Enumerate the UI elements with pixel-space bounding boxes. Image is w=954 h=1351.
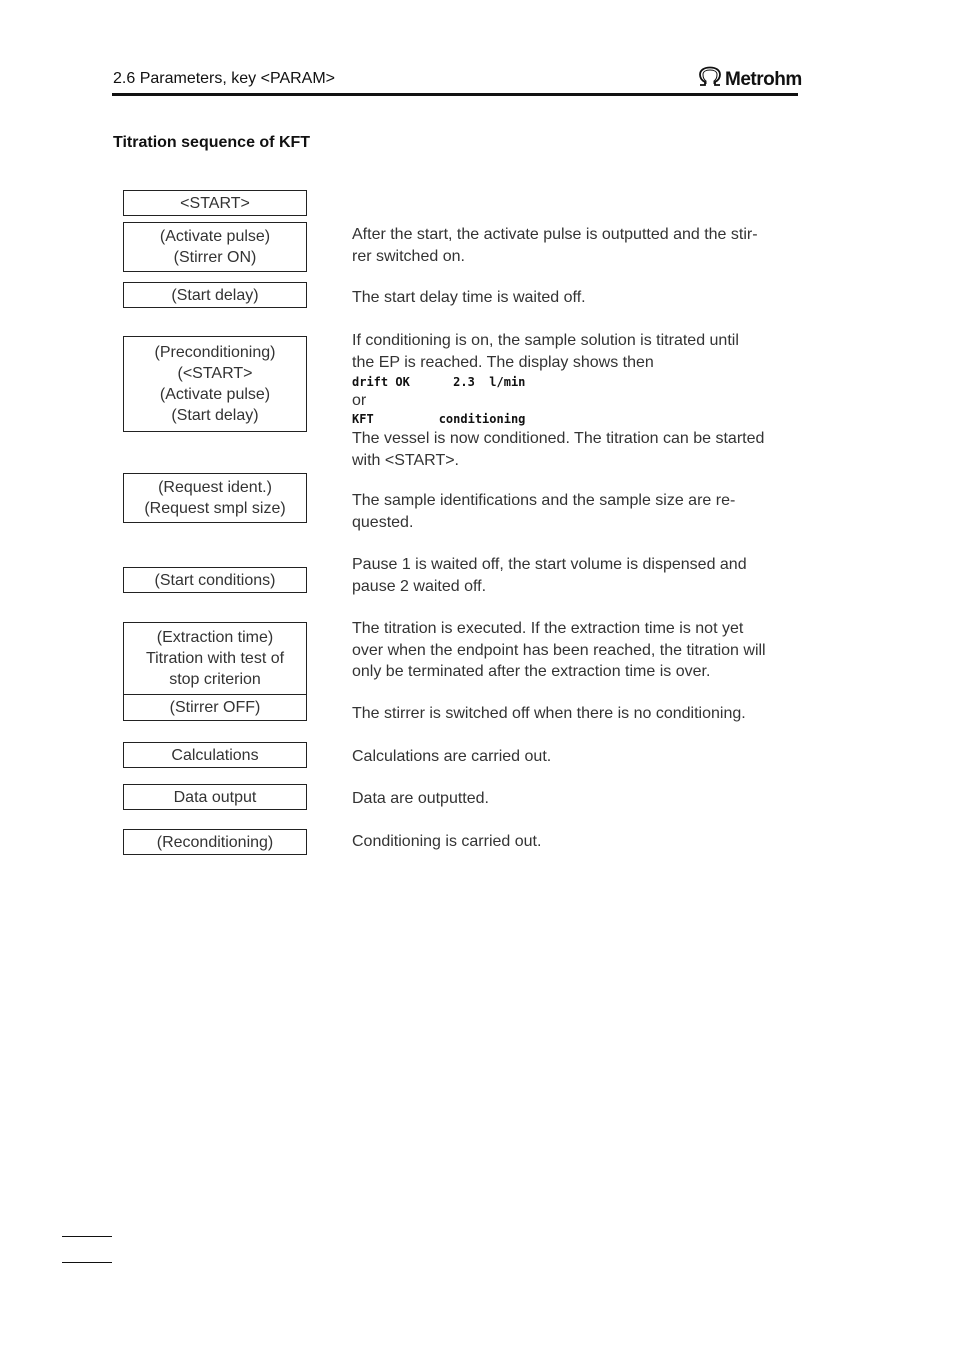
desc-line: rer switched on.	[352, 247, 465, 265]
desc-line: The vessel is now conditioned. The titration can be started	[352, 430, 765, 447]
desc-line: Data are outputted.	[352, 790, 489, 807]
desc-line: Calculations are carried out.	[352, 748, 552, 765]
desc-calculations	[352, 746, 802, 768]
step-line: (<START>	[177, 365, 253, 382]
step-line: (Reconditioning)	[156, 833, 274, 851]
desc-line: quested.	[352, 513, 414, 531]
desc-line: the EP is reached. The display shows then	[352, 353, 654, 371]
display-readout-conditioning: KFT conditioning	[352, 412, 526, 426]
desc-data-output	[352, 788, 802, 810]
step-preconditioning-box	[123, 336, 307, 432]
step-line: Data output	[173, 788, 257, 806]
step-start-conditions-box	[123, 567, 307, 593]
desc-line: If conditioning is on, the sample solution is titrated until	[352, 332, 739, 349]
desc-reconditioning	[352, 831, 802, 853]
step-line: (Start conditions)	[154, 571, 276, 589]
step-line: (Stirrer ON)	[173, 249, 257, 266]
desc-line: The stirrer is switched off when there is no conditioning.	[352, 705, 746, 722]
step-line: (Activate pulse)	[159, 386, 271, 403]
desc-line: The titration is executed. If the extraction time is not yet	[352, 620, 744, 637]
step-calculations-box	[123, 742, 307, 768]
desc-line: Conditioning is carried out.	[352, 833, 542, 850]
step-data-output-box	[123, 784, 307, 810]
step-start-box	[123, 190, 307, 216]
desc-start-conditions	[352, 554, 802, 597]
step-line: (Request ident.)	[158, 479, 272, 496]
step-line: <START>	[180, 194, 250, 212]
step-reconditioning-box	[123, 829, 307, 855]
desc-stirrer-off	[352, 703, 802, 725]
desc-line: After the start, the activate pulse is outputted and the stir-	[352, 226, 758, 243]
brand-logo	[697, 66, 802, 93]
step-start-delay-box	[123, 282, 307, 308]
desc-start-delay	[352, 287, 802, 309]
desc-extraction	[352, 618, 802, 683]
step-line: (Extraction time)	[156, 629, 274, 646]
step-line: Calculations	[171, 746, 259, 764]
desc-request	[352, 490, 802, 533]
step-activate-box	[123, 222, 307, 272]
step-line: Titration with test of	[145, 650, 285, 667]
step-stirrer-off-box	[123, 694, 307, 721]
step-line: stop criterion	[169, 671, 261, 688]
desc-line: The start delay time is waited off.	[352, 289, 586, 306]
desc-line: with <START>.	[352, 451, 459, 469]
omega-icon	[697, 66, 723, 93]
step-line: (Activate pulse)	[159, 228, 271, 245]
header-rule	[112, 93, 798, 96]
desc-line: over when the endpoint has been reached, the titration will	[352, 641, 766, 659]
brand-name: Metrohm	[725, 68, 802, 90]
step-line: (Request smpl size)	[144, 500, 286, 517]
desc-line: pause 2 waited off.	[352, 577, 487, 595]
desc-line: only be terminated after the extraction time is over.	[352, 663, 711, 680]
desc-activate	[352, 224, 802, 267]
header-section-title: 2.6 Parameters, key <PARAM>	[113, 70, 336, 87]
section-heading: Titration sequence of KFT	[113, 134, 311, 151]
step-extraction-box	[123, 622, 307, 695]
desc-line: or	[352, 392, 367, 409]
footer-rule-bottom	[62, 1262, 112, 1263]
display-readout-drift: drift OK 2.3 l/min	[352, 375, 526, 389]
desc-line: Pause 1 is waited off, the start volume is dispensed and	[352, 556, 747, 573]
footer-rule-top	[62, 1236, 112, 1237]
desc-preconditioning	[352, 330, 802, 471]
step-line: (Start delay)	[171, 286, 259, 304]
step-line: (Preconditioning)	[154, 344, 276, 361]
step-request-box	[123, 473, 307, 523]
desc-line: The sample identifications and the sample size are re-	[352, 492, 736, 509]
step-line: (Stirrer OFF)	[169, 699, 261, 716]
step-line: (Start delay)	[171, 407, 259, 424]
